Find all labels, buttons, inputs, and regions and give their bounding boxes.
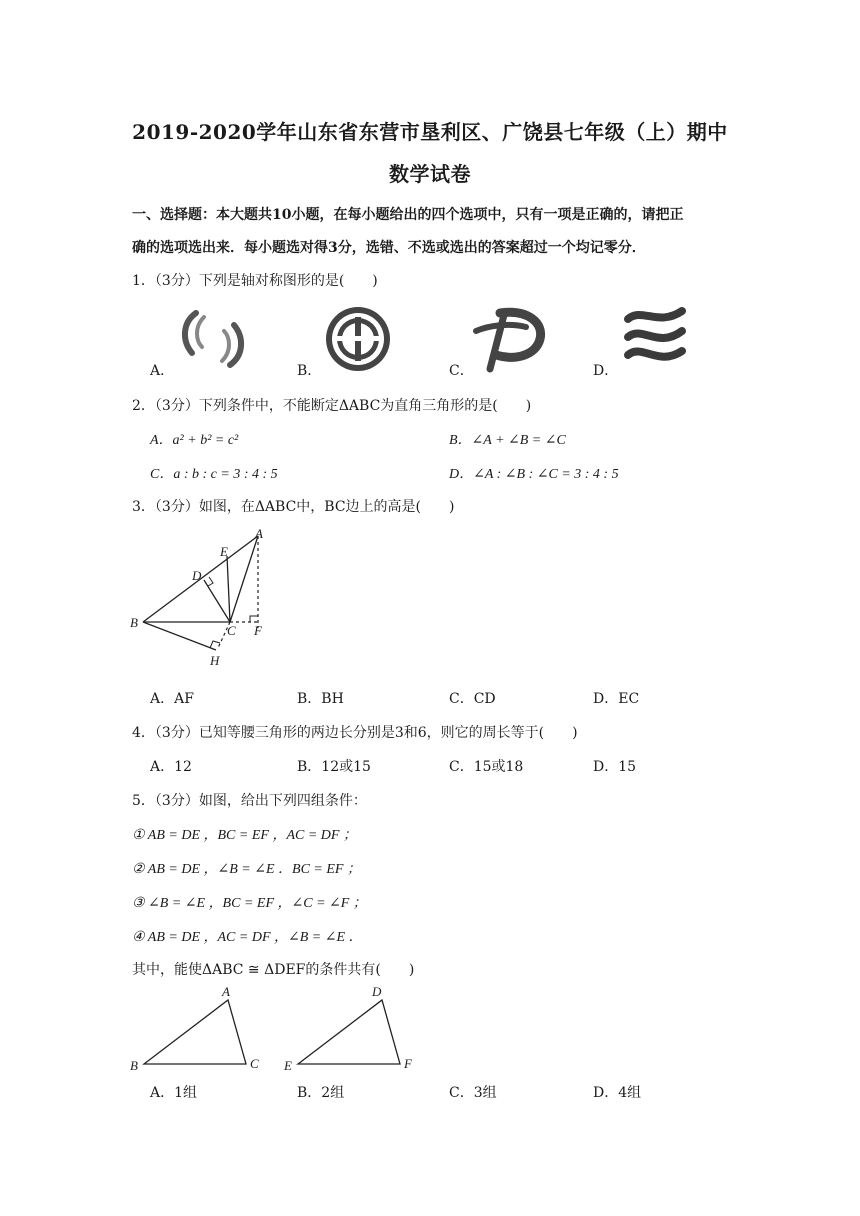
q1-stem: 1．（3分）下列是轴对称图形的是( ) bbox=[132, 273, 378, 289]
q3-option-c: C．CD bbox=[449, 691, 496, 707]
q3-label-f: F bbox=[254, 623, 262, 638]
q5-condition-2: ② AB = DE ，∠B = ∠E ．BC = EF ； bbox=[132, 862, 361, 877]
q4-option-c: C．15或18 bbox=[449, 759, 524, 775]
q5-label-b: B bbox=[130, 1058, 138, 1073]
q1-figure-c-stylized-d bbox=[470, 303, 550, 375]
q3-option-d: D．EC bbox=[593, 691, 640, 707]
q1-option-a: A． bbox=[150, 363, 175, 379]
q2-option-d: D．∠A : ∠B : ∠C = 3 : 4 : 5 bbox=[449, 467, 619, 482]
q5-condition-3: ③ ∠B = ∠E ，BC = EF ，∠C = ∠F ； bbox=[132, 896, 367, 911]
q3-label-c: C bbox=[227, 623, 236, 638]
q1-figure-b-circle-emblem bbox=[322, 303, 394, 375]
q5-option-d: D．4组 bbox=[593, 1085, 642, 1101]
section-instructions-line1: 一、选择题：本大题共10小题，在每小题给出的四个选项中，只有一项是正确的，请把正 bbox=[132, 207, 684, 223]
q5-label-d: D bbox=[372, 984, 382, 999]
q3-label-h: H bbox=[210, 653, 220, 668]
q4-option-b: B．12或15 bbox=[297, 759, 371, 775]
q1-option-c: C． bbox=[449, 363, 474, 379]
q3-option-a: A．AF bbox=[150, 691, 194, 707]
exam-title-line2: 数学试卷 bbox=[389, 162, 471, 186]
q3-triangle-figure bbox=[126, 528, 276, 670]
q5-label-f: F bbox=[404, 1056, 412, 1071]
q1-option-d: D． bbox=[593, 363, 619, 379]
q5-label-e: E bbox=[284, 1058, 292, 1073]
q1-figure-d-waves bbox=[620, 305, 690, 373]
q2-option-a: A．a² + b² = c² bbox=[150, 433, 239, 448]
section-instructions-line2: 确的选项选出来．每小题选对得3分，选错、不选或选出的答案超过一个均记零分． bbox=[132, 240, 646, 256]
q5-option-a: A．1组 bbox=[150, 1085, 198, 1101]
q4-option-a: A．12 bbox=[150, 759, 192, 775]
q5-label-c: C bbox=[250, 1056, 259, 1071]
q5-condition-4: ④ AB = DE ，AC = DF ，∠B = ∠E ． bbox=[132, 930, 363, 945]
q4-option-d: D．15 bbox=[593, 759, 637, 775]
q5-option-b: B．2组 bbox=[297, 1085, 345, 1101]
q2-option-b: B．∠A + ∠B = ∠C bbox=[449, 433, 566, 448]
exam-title-line1: 2019-2020学年山东省东营市垦利区、广饶县七年级（上）期中 bbox=[132, 120, 728, 144]
q3-option-b: B．BH bbox=[297, 691, 344, 707]
q2-stem: 2．（3分）下列条件中，不能断定ΔABC为直角三角形的是( ) bbox=[132, 398, 532, 414]
q5-option-c: C．3组 bbox=[449, 1085, 497, 1101]
q3-label-b: B bbox=[130, 615, 138, 630]
q2-option-c: C．a : b : c = 3 : 4 : 5 bbox=[150, 467, 278, 482]
q5-stem: 5．（3分）如图，给出下列四组条件： bbox=[132, 793, 367, 809]
q3-label-a: A bbox=[255, 526, 263, 541]
q3-label-e: E bbox=[220, 544, 228, 559]
q3-label-d: D bbox=[192, 568, 202, 583]
q5-label-a: A bbox=[222, 984, 230, 999]
q5-triangle-abc bbox=[126, 984, 276, 1076]
q3-stem: 3．（3分）如图，在ΔABC中，BC边上的高是( ) bbox=[132, 499, 455, 515]
q5-question: 其中，能使ΔABC ≅ ΔDEF的条件共有( ) bbox=[132, 962, 415, 978]
q1-option-b: B． bbox=[297, 363, 322, 379]
q5-triangle-def bbox=[280, 984, 430, 1076]
q5-condition-1: ① AB = DE ，BC = EF ，AC = DF ； bbox=[132, 828, 357, 843]
q4-stem: 4．（3分）已知等腰三角形的两边长分别是3和6，则它的周长等于( ) bbox=[132, 725, 578, 741]
q1-figure-a-swirl bbox=[178, 305, 248, 375]
